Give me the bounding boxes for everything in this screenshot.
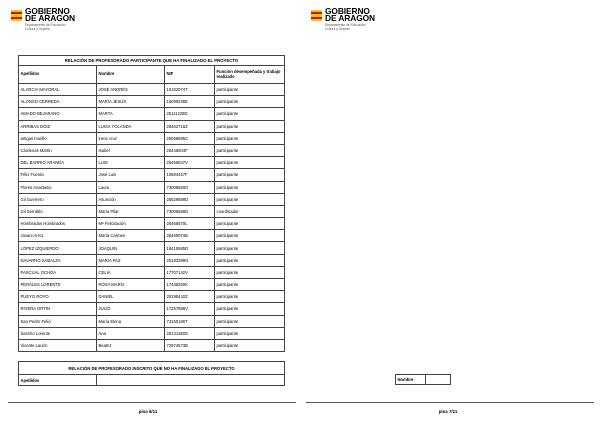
cell-apellidos: PERALES LORENTE bbox=[19, 279, 97, 291]
cell-nif: 10684427F bbox=[165, 169, 215, 181]
unfinished-empty-cell bbox=[97, 375, 285, 386]
cell-apellidos: Cárdenas Martín bbox=[19, 144, 97, 156]
cell-nif: 25455647V bbox=[165, 157, 215, 169]
finished-table-title: RELACIÓN DE PROFESORADO PARTICIPANTE QUE HA FINALIZADO EL PROYECTO bbox=[19, 56, 285, 66]
cell-nombre: ROSA MARÍA bbox=[97, 279, 165, 291]
cell-nombre: María Pilar bbox=[97, 205, 165, 217]
cell-apellidos: PUEYO ROYO bbox=[19, 291, 97, 303]
cell-nif: 25629889D bbox=[165, 193, 215, 205]
cell-apellidos: Gil Serrablo bbox=[19, 205, 97, 217]
page-number-left: pina 6/11 bbox=[138, 409, 158, 414]
table-row bbox=[19, 181, 285, 193]
unfinished-teachers-table bbox=[18, 361, 285, 386]
cell-nombre: irene cruz bbox=[97, 132, 165, 144]
cell-apellidos: RIVERA ORTÍN bbox=[19, 303, 97, 315]
logo-name: GOBIERNO DE ARAGON bbox=[325, 6, 375, 24]
cell-funcion: participante bbox=[215, 84, 285, 96]
table-row bbox=[19, 218, 285, 230]
logo-department: Departamento de Educación, Cultura y Deporte bbox=[325, 23, 367, 31]
cell-nif: 25446504F bbox=[165, 144, 215, 156]
cell-nombre: CELIA bbox=[97, 266, 165, 278]
cell-nif: 72974573B bbox=[165, 339, 215, 351]
cell-nif: 17445250K bbox=[165, 279, 215, 291]
cell-nombre: MARIA PAZ bbox=[97, 254, 165, 266]
cell-funcion: participante bbox=[215, 169, 285, 181]
table-row bbox=[19, 205, 285, 217]
page-number-right: pina 7/11 bbox=[438, 409, 458, 414]
page-right bbox=[300, 0, 600, 424]
cell-nif: 15099238E bbox=[165, 96, 215, 108]
cell-nombre: José Luis bbox=[97, 169, 165, 181]
cell-nombre: JULIO bbox=[97, 303, 165, 315]
cell-apellidos: Hombrados Hombrados bbox=[19, 218, 97, 230]
aragon-flag-icon bbox=[311, 10, 322, 21]
table-row bbox=[19, 120, 285, 132]
cell-apellidos: Sancho Lorente bbox=[19, 327, 97, 339]
cell-nif: 25469074B bbox=[165, 230, 215, 242]
finished-teachers-table bbox=[18, 55, 285, 352]
cell-nombre: Asunción bbox=[97, 193, 165, 205]
table-row bbox=[19, 132, 285, 144]
table-row bbox=[19, 327, 285, 339]
cell-nif: 73150186T bbox=[165, 315, 215, 327]
table-row bbox=[19, 242, 285, 254]
cell-apellidos: Jovani Arroz bbox=[19, 230, 97, 242]
cell-apellidos: Gil Guerrero bbox=[19, 193, 97, 205]
cell-apellidos: ARRIBAS DOIZ bbox=[19, 120, 97, 132]
cell-funcion: participante bbox=[215, 315, 285, 327]
cell-apellidos: Flores Anastasio bbox=[19, 181, 97, 193]
cell-nombre: MARIA JESÚS bbox=[97, 96, 165, 108]
cell-nombre: Isabel bbox=[97, 144, 165, 156]
cell-nif: 73006669D bbox=[165, 205, 215, 217]
header-nif: NIF bbox=[165, 66, 215, 84]
cell-funcion: participante bbox=[215, 108, 285, 120]
table-row bbox=[19, 157, 285, 169]
cell-nombre: María Carmen bbox=[97, 230, 165, 242]
cell-funcion: participante bbox=[215, 132, 285, 144]
cell-nif: 25465570L bbox=[165, 218, 215, 230]
cell-nif: 18415585D bbox=[165, 242, 215, 254]
table-row bbox=[19, 339, 285, 351]
cell-nombre: María Elena bbox=[97, 315, 165, 327]
cell-nif: 73006650D bbox=[165, 181, 215, 193]
cell-funcion: participante bbox=[215, 279, 285, 291]
cell-nombre: MARTA bbox=[97, 108, 165, 120]
table-row bbox=[19, 84, 285, 96]
cell-funcion: participante bbox=[215, 230, 285, 242]
cell-funcion: participante bbox=[215, 291, 285, 303]
cell-nif: 25066685C bbox=[165, 132, 215, 144]
cell-funcion: participante bbox=[215, 96, 285, 108]
cell-funcion: participante bbox=[215, 193, 285, 205]
cell-funcion: participante bbox=[215, 120, 285, 132]
cell-nombre: LUISA YOLANDA bbox=[97, 120, 165, 132]
empty-cell bbox=[426, 375, 451, 385]
header-funcion: Función desempeñada y trabajo realizado bbox=[215, 66, 285, 84]
cell-funcion: participante bbox=[215, 218, 285, 230]
table-row bbox=[19, 193, 285, 205]
cell-nif: 25462716Z bbox=[165, 120, 215, 132]
cell-funcion: participante bbox=[215, 254, 285, 266]
header-apellidos: Apellidos bbox=[19, 66, 97, 84]
table-row bbox=[19, 303, 285, 315]
cell-nombre: JOSÉ ANDRÉS bbox=[97, 84, 165, 96]
cell-apellidos: San Pedro Felió bbox=[19, 315, 97, 327]
footer-rule bbox=[306, 402, 594, 403]
unfinished-table-continued bbox=[395, 374, 451, 385]
unfinished-header-apellidos: Apellidos bbox=[19, 375, 97, 386]
cell-nif: 25111229D bbox=[165, 108, 215, 120]
footer-rule bbox=[8, 402, 296, 403]
cell-funcion: participante bbox=[215, 181, 285, 193]
cell-funcion: participante bbox=[215, 157, 285, 169]
cell-nombre: Mª Felicitación bbox=[97, 218, 165, 230]
logo-name: GOBIERNO DE ARAGON bbox=[25, 6, 75, 24]
logo-department: Departamento de Educación, Cultura y Deporte bbox=[25, 23, 67, 31]
cell-apellidos: LÓPEZ IZQUIERDO bbox=[19, 242, 97, 254]
cell-funcion: participante bbox=[215, 242, 285, 254]
header-nombre: Nombre bbox=[97, 66, 165, 84]
cell-apellidos: ALARCIA MAYORAL bbox=[19, 84, 97, 96]
cell-apellidos: Félix Fuerdo bbox=[19, 169, 97, 181]
aragon-flag-icon bbox=[11, 10, 22, 21]
table-row bbox=[19, 144, 285, 156]
cell-nombre: Beatriz bbox=[97, 339, 165, 351]
cell-funcion: participante bbox=[215, 339, 285, 351]
cell-nombre: DANIEL bbox=[97, 291, 165, 303]
cell-nif: 25193399N bbox=[165, 254, 215, 266]
table-row bbox=[19, 291, 285, 303]
cell-funcion: participante bbox=[215, 327, 285, 339]
cell-funcion: participante bbox=[215, 266, 285, 278]
unfinished-table-title: RELACIÓN DE PROFESORADO INSCRITO QUE NO HA FINALIZADO EL PROYECTO bbox=[19, 362, 285, 375]
cell-nif: 25131188G bbox=[165, 327, 215, 339]
cell-nombre: JOAQUÍN bbox=[97, 242, 165, 254]
cell-apellidos: DEL BARRIO ARANDA bbox=[19, 157, 97, 169]
cell-apellidos: AMADO BEJARANO bbox=[19, 108, 97, 120]
cell-nif: 10182074T bbox=[165, 84, 215, 96]
table-row bbox=[19, 230, 285, 242]
table-row bbox=[19, 254, 285, 266]
cell-apellidos: ALONSO CERREDA bbox=[19, 96, 97, 108]
cell-apellidos: PASCUAL OCHOA bbox=[19, 266, 97, 278]
table-row bbox=[19, 169, 285, 181]
cell-nif: 17707142V bbox=[165, 266, 215, 278]
table-row bbox=[19, 279, 285, 291]
table-row bbox=[19, 266, 285, 278]
cell-nif: 25195442Z bbox=[165, 291, 215, 303]
table-row bbox=[19, 96, 285, 108]
header-nombre-continued: Nombre bbox=[396, 375, 426, 385]
cell-apellidos: NAVARRO SABALZA bbox=[19, 254, 97, 266]
cell-funcion: participante bbox=[215, 144, 285, 156]
table-row bbox=[19, 315, 285, 327]
cell-funcion: participante bbox=[215, 303, 285, 315]
cell-apellidos: Vicente Laurín bbox=[19, 339, 97, 351]
cell-nombre: Laura bbox=[97, 181, 165, 193]
cell-funcion: coordinador bbox=[215, 205, 285, 217]
table-row bbox=[19, 108, 285, 120]
cell-apellidos: artigas murillo bbox=[19, 132, 97, 144]
cell-nombre: LUIS bbox=[97, 157, 165, 169]
cell-nif: 17257888V bbox=[165, 303, 215, 315]
cell-nombre: Ana bbox=[97, 327, 165, 339]
